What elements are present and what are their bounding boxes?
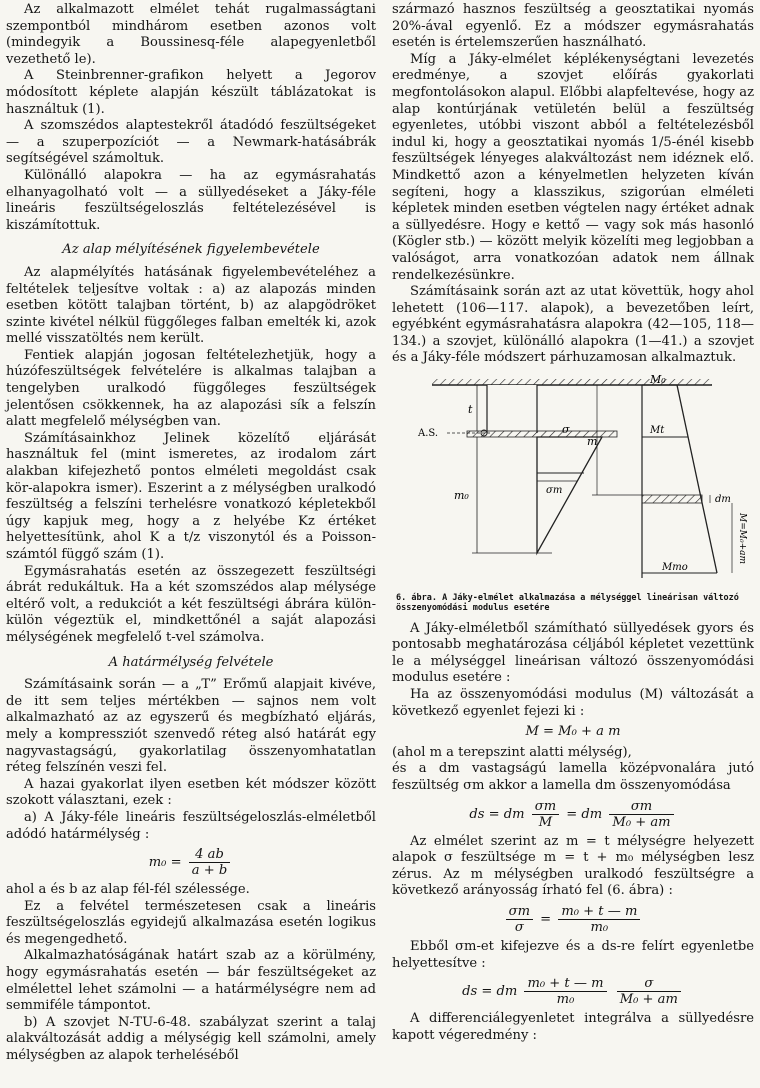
label-m: m	[587, 435, 598, 449]
caption-text: A Jáky-elmélet alkalmazása a mélységgel lineárisan változó összenyomódási modulus esetére	[396, 592, 739, 613]
label-M0: M₀	[650, 373, 666, 387]
paragraph: b) A szovjet N-TU-6-48. szabályzat szerint a talaj alakváltozását addig a mélységig kell számolni, amely mélységben az alapok terheléséből	[6, 1014, 376, 1064]
denominator: M₀ + am	[619, 992, 678, 1008]
fraction	[506, 904, 533, 935]
numerator: 4 ab	[189, 847, 230, 863]
label-m0: m₀	[454, 489, 469, 503]
excavation	[487, 385, 537, 433]
denominator: σ	[514, 919, 524, 935]
paragraph: Egymásrahatás esetén az összegezett feszültségi ábrát redukáltuk. Ha a két szomszédos alap mélysége eltérő volt, a redukciót a két feszültségi ábrára külön-külön végeztük el, mindkettőnél a saját alapozási mélységének megfelelő t-vel számolva.	[6, 563, 376, 645]
paragraph: Ha az összenyomódási modulus (M) változását a következő egyenlet fejezi ki :	[392, 687, 754, 719]
label-as: A.S.	[418, 428, 439, 440]
eq-part: =	[540, 911, 552, 927]
equation-ds-substituted	[392, 976, 754, 1007]
lamella	[642, 495, 702, 503]
numerator: σm	[532, 799, 559, 815]
paragraph: ahol a és b az alap fél-fél szélessége.	[6, 882, 250, 898]
equation-lhs: m₀ =	[148, 855, 182, 871]
eq-part: ds = dm	[462, 984, 518, 1000]
fraction	[189, 847, 230, 878]
paragraph: Számításaink során azt az utat követtük, hogy ahol lehetett (106—117. alapok), a bevezetőben leírt, egyébként egymásrahatásra alapokra (42—105, 118—134.) a szovjet, különálló alapokra (1—41.) a szovjet és a Jáky-féle módszert párhuzamosan alkalmaztuk.	[392, 284, 754, 366]
paragraph: Az elmélet szerint az m = t mélységre helyezett alapok σ feszültsége m = t + m₀ mélységben lesz zérus. Az m mélységben uralkodó feszültségre a következő arányosság írható fel (6. ábra) :	[392, 833, 754, 899]
left-column	[6, 2, 376, 1065]
paragraph: Míg a Jáky-elmélet képlékenységtani levezetés eredménye, a szovjet előírás gyakorlati megfontolásokon alapul. Előbbi alapfeltevése, hogy az alap kontúrjának vetületén belül a feszültség egyenletes, utóbbi viszont abból a feltételezésből indul ki, hogy a geosztatikai nyomás 1/5-énél kisebb feszültségek lényeges alakváltozást nem idéznek elő. Mindkettő azon a kényelmetlen helyzeten kíván segíteni, hogy a klasszikus, szigorúan elméleti képletek minden esetben végtelen nagy értéket adnak a süllyedésre. Hogy e kettő — vagy sok más hasonló (Kögler stb.) — között melyik közelíti meg legjobban a valóságot, arra vonatkozóan adatok nem állnak rendelkezésünkre.	[392, 51, 754, 283]
numerator: σm	[609, 799, 673, 815]
label-Mmo: Mmo	[662, 562, 688, 574]
label-sigma-m: σm	[546, 485, 563, 497]
denominator: M₀ + am	[612, 814, 671, 830]
caption-number: 6. ábra.	[396, 592, 437, 603]
paragraph: Számításainkhoz Jelinek közelítő eljárását használtuk fel (mint ismeretes, az irodalom zárt alakban kifejezhető pontos elméleti megoldást csak kör-alapokra ismer). Eszerint a z mélységben uralkodó feszültség a felszíni terhelésre vonatkozó képletekből úgy kapjuk meg, hogy a z helyébe Kz értéket helyettesítünk, ahol K a t/z viszonytól és a Poisson-számtól függő szám (1).	[6, 430, 376, 562]
fraction	[532, 799, 559, 830]
paragraph: A differenciálegyenletet integrálva a süllyedésre kapott végeredmény :	[392, 1011, 754, 1043]
paragraph: A Jáky-elméletből számítható süllyedések gyors és pontosabb meghatározása céljából képletet vezettünk le a mélységgel lineárisan változó összenyomódási modulus esetére :	[392, 620, 754, 686]
equation-ds	[392, 799, 754, 830]
fraction	[524, 976, 606, 1007]
figure-caption	[396, 593, 754, 613]
paragraph: és a dm vastagságú lamella középvonalára jutó feszültség σm akkor a lamella dm összenyomódása	[392, 761, 754, 793]
paragraph: (ahol m a terepszint alatti mélység),	[392, 744, 632, 760]
paragraph: Az alkalmazott elmélet tehát rugalmasságtani szempontból mindhárom esetben azonos volt (mindegyik a Boussinesq-féle alapegyenletből vezethető le).	[6, 2, 376, 67]
right-column	[392, 2, 754, 1044]
numerator: σm	[506, 904, 533, 920]
equation-modulus: M = M₀ + a m	[525, 724, 621, 740]
figure-6	[392, 373, 754, 613]
paragraph: a) A Jáky-féle lineáris feszültségeloszlás-elméletből adódó határmélység :	[6, 809, 376, 842]
label-modulus-formula: M=M₀+am	[737, 513, 747, 565]
denominator: m₀	[590, 919, 609, 935]
paragraph: A hazai gyakorlat ilyen esetben két módszer között szokott választani, ezek :	[6, 776, 376, 809]
eq-part: ds = dm	[469, 806, 525, 822]
numerator: m₀ + t — m	[558, 904, 640, 920]
paragraph: Ez a felvétel természetesen csak a lineáris feszültségeloszlás egyidejű alkalmazása esetén logikus és megengedhető.	[6, 898, 376, 947]
denominator: a + b	[191, 863, 228, 879]
equation-m0	[6, 847, 376, 878]
jaky-diagram	[392, 373, 754, 585]
denominator: M	[538, 814, 553, 830]
label-sigma: σ	[562, 423, 570, 437]
numerator: σ	[617, 976, 681, 992]
label-t: t	[468, 403, 473, 417]
paragraph: Számításaink során — a „T” Erőmű alapjait kivéve, de itt sem teljes mértékben — sajnos nem volt alkalmazható az az egyszerű és megbízható eljárás, mely a kompressziót szenvedő réteg alsó határát egy nagyvastagságú, gyakorlatilag összenyomhatatlan réteg felszínén veszi fel.	[6, 677, 376, 776]
label-dm: dm	[715, 494, 731, 506]
eq-part: = dm	[566, 806, 603, 822]
paragraph: A Steinbrenner-grafikon helyett a Jegorov módosított képlete alapján készült táblázatokat is használtuk (1).	[6, 68, 376, 117]
ground-hatch	[432, 379, 712, 385]
fraction	[617, 976, 681, 1007]
paragraph: A szomszédos alaptestekről átadódó feszültségeket — a szuperpozíciót — a Newmark-hatásábrák segítségével számoltuk.	[6, 118, 376, 167]
paragraph: Az alapmélyítés hatásának figyelembevételéhez a feltételek teljesítve voltak : a) az alapozás minden esetben kötött talajban történt, b) az alapgödröket szinte kivétel nélkül függőleges falban emelték ki, azok mellé visszatöltés nem került.	[6, 264, 376, 347]
modulus-line	[677, 385, 717, 573]
paragraph: Különálló alapokra — ha az egymásrahatás elhanyagolható volt — a süllyedéseket a Jáky-féle lineáris feszültségeloszlás feltételezésével is kiszámítottuk.	[6, 167, 376, 233]
equation-proportion	[392, 904, 754, 935]
denominator: m₀	[556, 992, 575, 1008]
section-heading: Az alap mélyítésének figyelembevétele	[62, 242, 320, 258]
paragraph: Alkalmazhatóságának határt szab az a körülmény, hogy egymásrahatás esetén — bár feszültségeket az elmélettel lehet számolni — a határmélységre nem ad semmiféle támpontot.	[6, 948, 376, 1014]
paragraph: Ebből σm-et kifejezve és a ds-re felírt egyenletbe helyettesítve :	[392, 938, 754, 971]
fraction	[609, 799, 673, 830]
section-heading: A határmélység felvétele	[108, 654, 274, 670]
label-Mt: Mt	[650, 425, 665, 437]
paragraph: származó hasznos feszültség a geosztatikai nyomás 20%-ával egyenlő. Ez a módszer egymásrahatás esetén is értelemszerűen használható.	[392, 2, 754, 51]
paragraph: Fentiek alapján jogosan feltételezhetjük, hogy a húzófeszültségek felvételére is alkalmas talajban a tengelyben uralkodó függőleges feszültségek jelentősen csökkennek, ha az alapozási sík a felszín alatt megfelelő mélységben van.	[6, 347, 376, 430]
numerator: m₀ + t — m	[524, 976, 606, 992]
fraction	[558, 904, 640, 935]
